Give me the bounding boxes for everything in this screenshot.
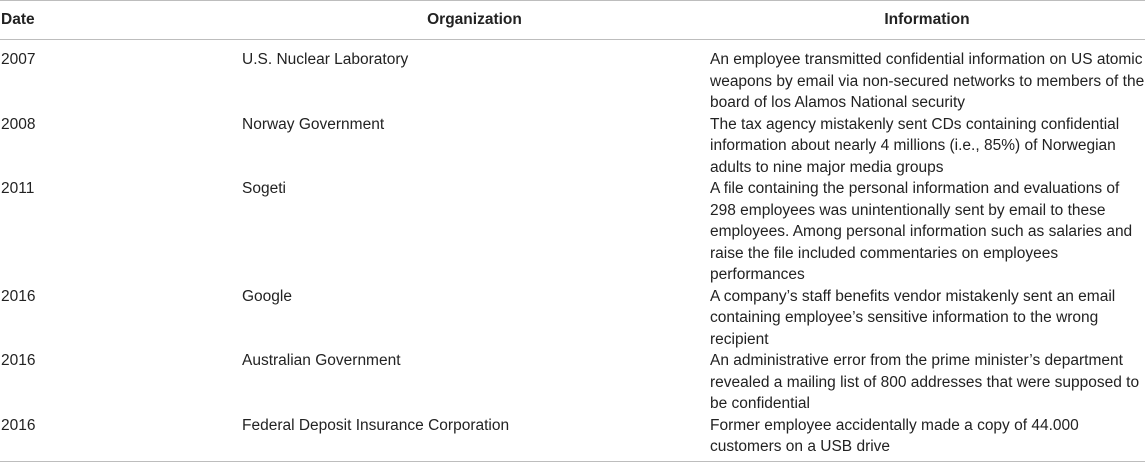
cell-information: An employee transmitted confidential information on US atomic weapons by email via non-secured networks to members of the board of los Alamos National security: [710, 51, 1145, 111]
cell-date: 2016: [1, 352, 36, 369]
header-date: Date: [0, 1, 240, 40]
cell-organization: Australian Government: [242, 352, 401, 369]
cell-date: 2016: [0, 415, 240, 462]
table-header: [0, 1, 1145, 40]
cell-organization: U.S. Nuclear Laboratory: [242, 51, 409, 68]
cell-information: An administrative error from the prime minister’s department revealed a mailing list of 800 addresses that were supposed to be confidential: [710, 352, 1140, 412]
cell-organization: Sogeti: [242, 180, 286, 197]
cell-information: A file containing the personal information and evaluations of 298 employees was unintentionally sent by email to these employees. Among personal information such as salaries and raise the file included commentaries on employees performances: [710, 180, 1133, 283]
table-body: [0, 40, 1145, 462]
cell-information: A company’s staff benefits vendor mistakenly sent an email containing employee’s sensitive information to the wrong recipient: [710, 287, 1116, 348]
table-row: [0, 178, 1145, 286]
cell-date: 2016: [1, 287, 36, 305]
table-row: [0, 415, 1145, 462]
table-row: [0, 114, 1145, 179]
cell-organization: Federal Deposit Insurance Corporation: [240, 415, 709, 462]
cell-information: The tax agency mistakenly sent CDs containing confidential information about nearly 4 millions (i.e., 85%) of Norwegian adults to nine major media groups: [710, 115, 1120, 176]
header-row: [0, 1, 1145, 40]
cell-date: 2011: [1, 180, 35, 197]
cell-date: 2007: [1, 51, 36, 68]
header-organization: Organization: [240, 1, 709, 40]
cell-organization: Google: [242, 287, 292, 305]
table-row: [0, 40, 1145, 114]
header-information: Information: [709, 1, 1145, 40]
table-row: [0, 350, 1145, 415]
table-row: [0, 286, 1145, 351]
cell-organization: Norway Government: [242, 115, 385, 133]
cell-date: 2008: [1, 115, 36, 133]
cell-information: Former employee accidentally made a copy of 44.000 customers on a USB drive: [709, 415, 1145, 462]
